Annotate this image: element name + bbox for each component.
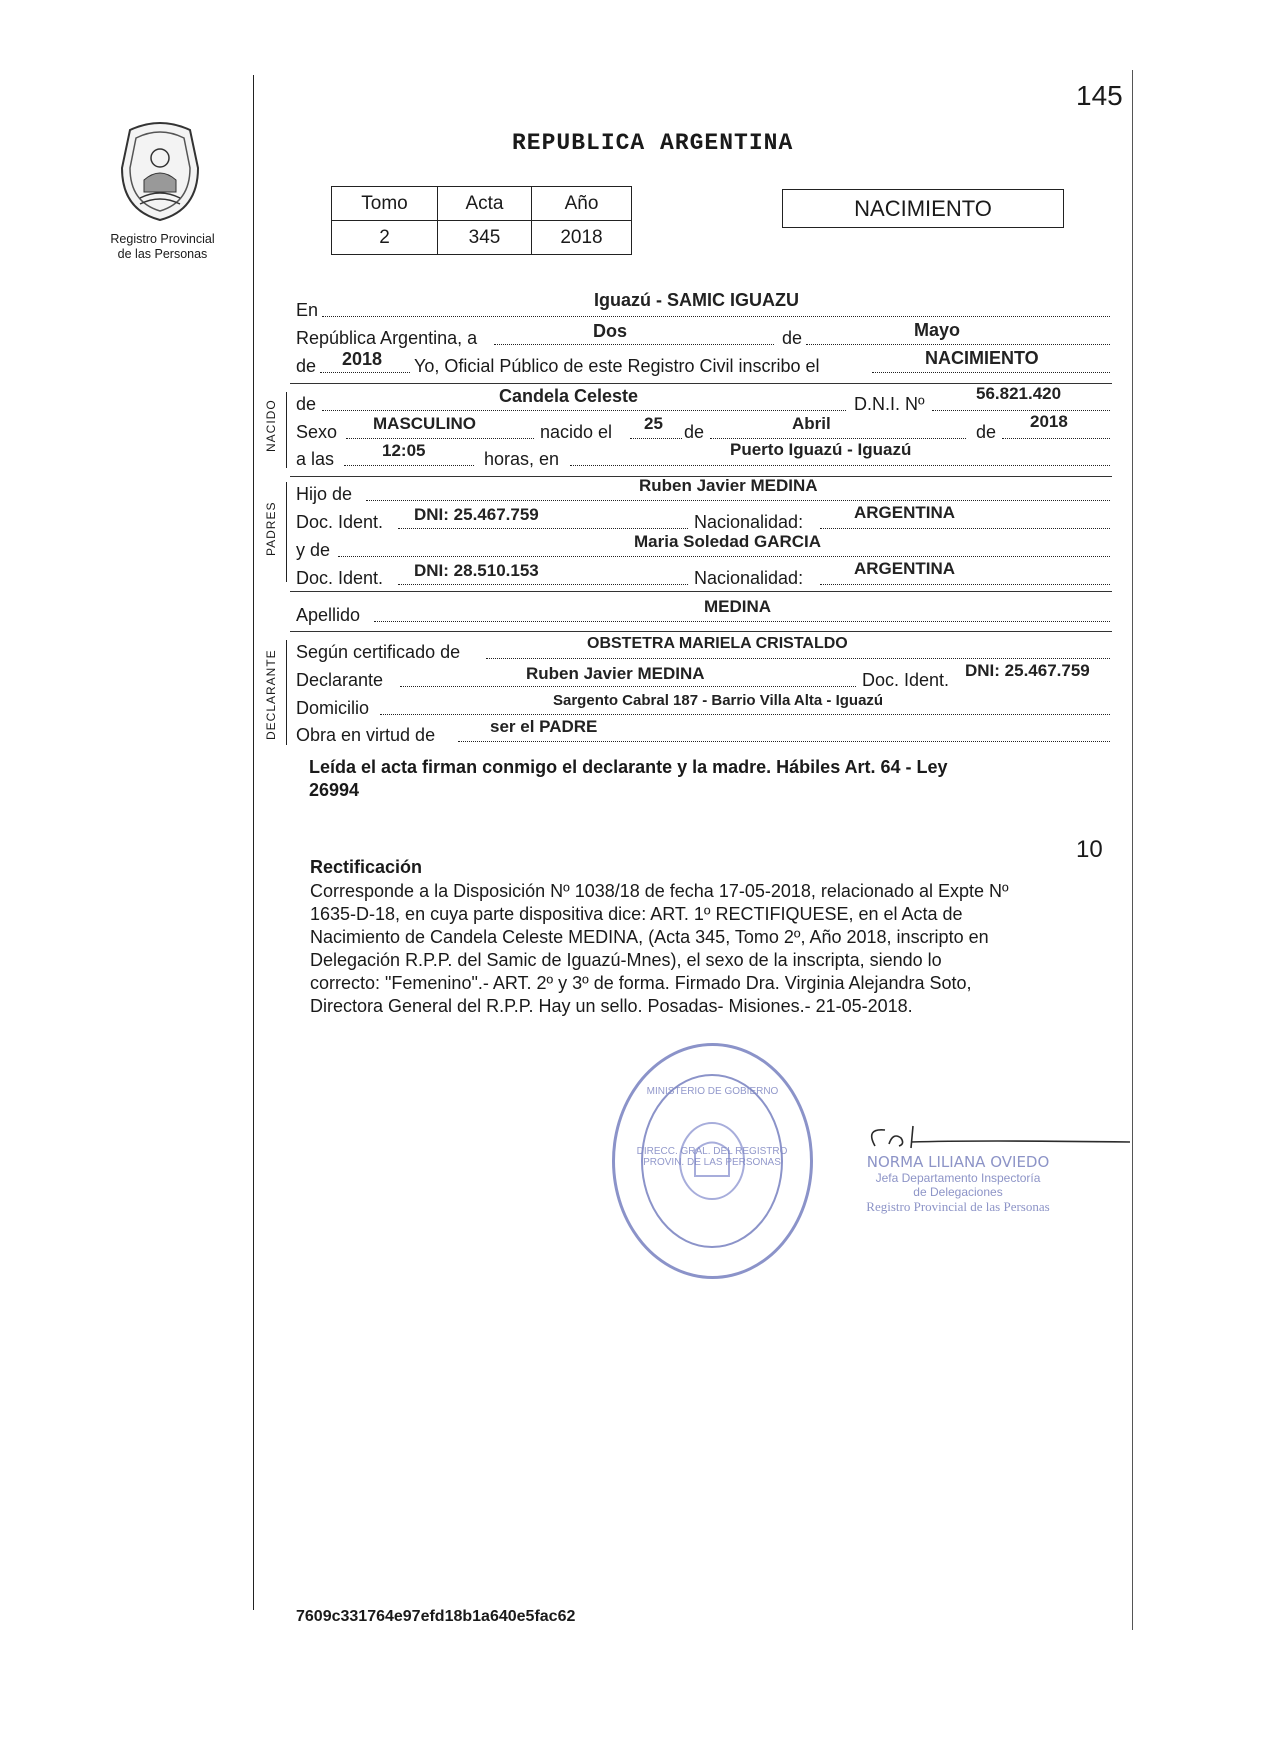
stamp-inner-text: MINISTERIO DE GOBIERNO <box>646 1086 779 1097</box>
signature-line-2: Jefa Departamento Inspectoría <box>875 1171 1041 1185</box>
rectificacion-title: Rectificación <box>310 857 423 877</box>
label-en: En <box>296 300 319 320</box>
dots-sexo <box>346 438 534 439</box>
value-padre-nac: ARGENTINA <box>854 503 956 522</box>
province-logo <box>110 118 210 228</box>
value-certificado: OBSTETRA MARIELA CRISTALDO <box>587 635 848 652</box>
dots-nombre <box>322 410 846 411</box>
dots-mes-nac <box>710 438 966 439</box>
value-nombre: Candela Celeste <box>499 386 639 406</box>
dots-madre-nac <box>820 584 1110 585</box>
logo-caption-line1: Registro Provincial <box>110 232 215 246</box>
table-value-acta: 345 <box>438 221 532 255</box>
dots-anio-nac <box>1002 438 1110 439</box>
value-declarante-doc: DNI: 25.467.759 <box>965 661 1090 680</box>
value-madre: Maria Soledad GARCIA <box>634 532 822 551</box>
label-segun-cert: Según certificado de <box>296 642 461 662</box>
value-lugar-nac: Puerto Iguazú - Iguazú <box>730 440 912 459</box>
value-anio-nac: 2018 <box>1030 412 1068 431</box>
label-doc-ident-2: Doc. Ident. <box>296 568 384 588</box>
rectificacion-line-2: 1635-D-18, en cuya parte dispositiva dice: ART. 1º RECTIFIQUESE, en el Acta de <box>310 904 963 924</box>
dots-certificado <box>486 658 1110 659</box>
value-dni: 56.821.420 <box>976 384 1062 403</box>
record-type-box: NACIMIENTO <box>782 189 1064 228</box>
value-mes-nac: Abril <box>792 414 831 433</box>
label-de-nombre: de <box>296 394 317 414</box>
separator-4 <box>290 631 1112 632</box>
value-hora: 12:05 <box>382 441 426 460</box>
page-number: 145 <box>1076 80 1123 111</box>
label-nacido-el: nacido el <box>540 422 613 442</box>
value-padre: Ruben Javier MEDINA <box>639 476 818 495</box>
label-dni: D.N.I. Nº <box>854 394 925 414</box>
right-margin-line <box>1132 70 1133 1630</box>
logo-caption <box>90 232 235 262</box>
dots-declarante <box>400 686 856 687</box>
value-dia-nac: 25 <box>644 414 663 433</box>
table-header-anio: Año <box>532 187 632 221</box>
dots-padre <box>366 500 1110 501</box>
separator-3 <box>290 591 1112 592</box>
dots-domicilio <box>380 714 1110 715</box>
province-seal-icon <box>110 118 210 228</box>
label-horas-en: horas, en <box>484 449 560 469</box>
value-madre-nac: ARGENTINA <box>854 559 956 578</box>
dots-mes-inscripcion <box>806 344 1110 345</box>
label-de-mes: de <box>782 328 803 348</box>
value-madre-doc: DNI: 28.510.153 <box>414 561 539 580</box>
dots-anio-inscripcion <box>320 372 410 373</box>
dots-tipo <box>872 372 1110 373</box>
padres-bracket <box>286 482 287 582</box>
label-hijo-de: Hijo de <box>296 484 353 504</box>
value-anio-inscripcion: 2018 <box>342 349 383 369</box>
label-de-anio2: de <box>976 422 997 442</box>
rectificacion-line-4: Delegación R.P.P. del Samic de Iguazú-Mnes), el sexo de la inscripta, siendo lo <box>310 950 942 970</box>
value-lugar: Iguazú - SAMIC IGUAZU <box>594 290 799 310</box>
dots-padre-nac <box>820 528 1110 529</box>
dots-obra <box>458 741 1110 742</box>
label-nacionalidad-2: Nacionalidad: <box>694 568 804 588</box>
table-value-tomo: 2 <box>332 221 438 255</box>
side-label-nacido: NACIDO <box>264 399 278 452</box>
rectificacion-body <box>310 880 1110 1018</box>
label-y-de: y de <box>296 540 331 560</box>
value-mes-inscripcion: Mayo <box>914 320 961 340</box>
left-margin-line <box>253 75 254 1610</box>
header-title: REPUBLICA ARGENTINA <box>512 130 794 156</box>
signature-name: NORMA LILIANA OVIEDO <box>866 1153 1050 1171</box>
label-de-dia: de <box>684 422 705 442</box>
label-doc-ident-3: Doc. Ident. <box>862 670 950 690</box>
nacido-bracket <box>286 392 287 468</box>
dots-madre <box>338 556 1110 557</box>
label-a-las: a las <box>296 449 335 469</box>
label-republica: República Argentina, a <box>296 328 478 348</box>
dots-hora <box>344 465 474 466</box>
label-domicilio: Domicilio <box>296 698 370 718</box>
label-doc-ident-1: Doc. Ident. <box>296 512 384 532</box>
note-number: 10 <box>1076 836 1103 863</box>
document-hash: 7609c331764e97efd18b1a640e5fac62 <box>296 1608 576 1625</box>
dots-apellido <box>374 621 1110 622</box>
stamp-outer-text: DIRECC. GRAL. DEL REGISTRO PROVIN. DE LAS PERSONAS <box>636 1146 788 1168</box>
rectificacion-line-3: Nacimiento de Candela Celeste MEDINA, (Acta 345, Tomo 2º, Año 2018, inscripto en <box>310 927 989 947</box>
dots-madre-doc <box>398 584 688 585</box>
official-stamp <box>612 1043 813 1279</box>
dots-padre-doc <box>398 528 688 529</box>
table-header-acta: Acta <box>438 187 532 221</box>
signature-line-4: Registro Provincial de las Personas <box>866 1199 1050 1214</box>
leida-line-2: 26994 <box>309 780 360 800</box>
value-tipo: NACIMIENTO <box>925 348 1039 368</box>
rectificacion-line-6: Directora General del R.P.P. Hay un sello. Posadas- Misiones.- 21-05-2018. <box>310 996 913 1016</box>
rectificacion-line-1: Corresponde a la Disposición Nº 1038/18 de fecha 17-05-2018, relacionado al Expte Nº <box>310 881 1009 901</box>
value-dia-inscripcion: Dos <box>593 321 628 341</box>
value-declarante: Ruben Javier MEDINA <box>526 664 705 683</box>
table-header-tomo: Tomo <box>332 187 438 221</box>
dots-dni <box>932 410 1110 411</box>
dots-dia-nac <box>630 438 682 439</box>
side-label-declarante: DECLARANTE <box>264 649 278 740</box>
leida-line-1: Leída el acta firman conmigo el declarante y la madre. Hábiles Art. 64 - Ley <box>309 757 948 777</box>
side-label-padres: PADRES <box>264 501 278 556</box>
label-de-anio: de <box>296 356 317 376</box>
declarante-bracket <box>286 640 287 745</box>
record-table <box>331 186 632 255</box>
value-domicilio: Sargento Cabral 187 - Barrio Villa Alta - Iguazú <box>553 692 884 709</box>
signature-block <box>838 1153 1078 1215</box>
label-obra: Obra en virtud de <box>296 725 436 745</box>
dots-dia-inscripcion <box>494 344 774 345</box>
label-yo-oficial: Yo, Oficial Público de este Registro Civil inscribo el <box>414 356 820 376</box>
value-apellido: MEDINA <box>704 597 772 616</box>
value-padre-doc: DNI: 25.467.759 <box>414 505 539 524</box>
label-apellido: Apellido <box>296 605 361 625</box>
value-obra: ser el PADRE <box>490 717 598 736</box>
label-nacionalidad-1: Nacionalidad: <box>694 512 804 532</box>
signature-line-3: de Delegaciones <box>913 1185 1003 1199</box>
dots-lugar-nac <box>570 465 1110 466</box>
value-sexo: MASCULINO <box>373 414 476 433</box>
label-sexo: Sexo <box>296 422 338 442</box>
signature <box>855 1118 1135 1158</box>
logo-caption-line2: de las Personas <box>117 247 208 261</box>
signature-scribble-icon <box>855 1118 1135 1158</box>
label-declarante: Declarante <box>296 670 384 690</box>
table-value-anio: 2018 <box>532 221 632 255</box>
rectificacion-line-5: correcto: "Femenino".- ART. 2º y 3º de forma. Firmado Dra. Virginia Alejandra Soto, <box>310 973 972 993</box>
dots-en <box>322 316 1110 317</box>
